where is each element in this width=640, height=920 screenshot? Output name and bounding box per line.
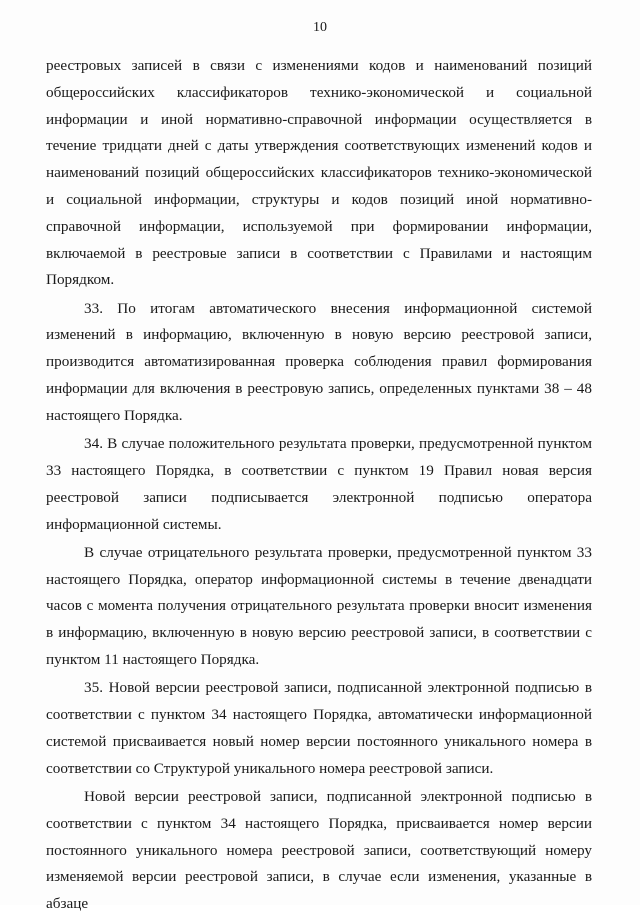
paragraph-item-35-second: Новой версии реестровой записи, подписанной электронной подписью в соответствии с пунктом 34 настоящего Порядка, присваивается номер версии постоянного уникального номера реестровой записи, соответствующий номеру изменяемой версии реестровой записи, в случае если изменения, указанные в абзаце	[46, 788, 592, 913]
paragraph-item-34: 34. В случае положительного результата проверки, предусмотренной пунктом 33 настоящего Порядка, в соответствии с пунктом 19 Правил новая версия реестровой записи подписывается электронной подписью оператора информационной системы.	[46, 435, 592, 533]
paragraph-item-34-negative-case: В случае отрицательного результата проверки, предусмотренной пунктом 33 настоящего Порядка, оператор информационной системы в течение двенадцати часов с момента получения отрицательного результата проверки вносит изменения в информацию, включенную в новую версию реестровой записи, в соответствии с пунктом 11 настоящего Порядка.	[46, 543, 592, 669]
paragraph-item-33: 33. По итогам автоматического внесения информационной системой изменений в информацию, включенную в новую версию реестровой записи, производится автоматизированная проверка соблюдения правил формирования информации для включения в реестровую запись, определенных пунктами 38 – 48 настоящего Порядка.	[46, 299, 592, 424]
paragraph-item-35: 35. Новой версии реестровой записи, подписанной электронной подписью в соответствии с пунктом 34 настоящего Порядка, автоматически информационной системой присваивается новый номер версии постоянного уникального номера в соответствии со Структурой уникального номера реестровой записи.	[46, 679, 592, 777]
page-number: 10	[313, 20, 327, 35]
document-body	[46, 53, 592, 920]
paragraph-continuation: реестровых записей в связи с изменениями кодов и наименований позиций общероссийских классификаторов технико-экономической и социальной информации и иной нормативно-справочной информации осуществляется в течение тридцати дней с даты утверждения соответствующих изменений кодов и наименований позиций общероссийских классификаторов технико-экономической и социальной информации, структуры и кодов позиций иной нормативно-справочной информации, используемой при формировании информации, включаемой в реестровые записи в соответствии с Правилами и настоящим Порядком.	[46, 57, 592, 289]
